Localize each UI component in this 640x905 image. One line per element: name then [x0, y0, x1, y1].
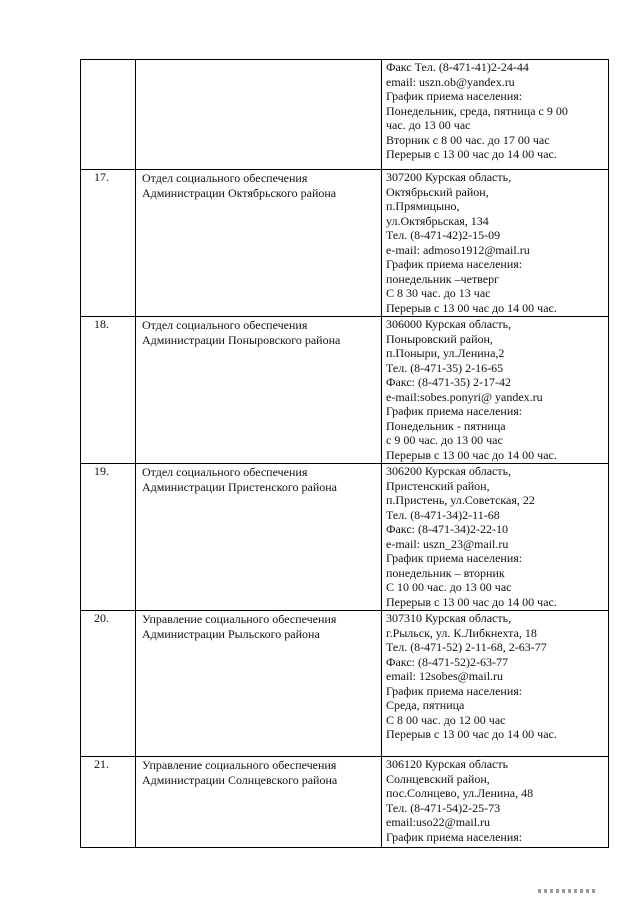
contact-line: Перерыв с 13 00 час до 14 00 час.: [386, 447, 557, 462]
row-number: 20.: [81, 611, 136, 757]
contact-line: г.Рыльск, ул. К.Либкнехта, 18: [386, 625, 537, 640]
contact-line: Факс: (8-471-52)2-63-77: [386, 654, 508, 669]
row-number: [81, 60, 136, 170]
contact-line: Факс: (8-471-34)2-22-10: [386, 522, 508, 536]
contact-line: График приема населения:: [386, 257, 523, 271]
contact-line: График приема населения:: [386, 89, 523, 103]
row-number: 21.: [81, 757, 136, 848]
contact-info-cell: [382, 611, 609, 757]
contact-line: 306120 Курская область: [386, 757, 509, 771]
office-name-line: Администрации Пристенского района: [142, 479, 338, 494]
contact-line: Тел. (8-471-34)2-11-68: [386, 507, 500, 522]
contact-line: e-mail: admoso1912@mail.ru: [386, 242, 530, 257]
contact-line: ул.Октябрьская, 134: [386, 213, 489, 228]
office-name-cell: [136, 317, 382, 464]
contact-line: Факс Тел. (8-471-41)2-24-44: [386, 60, 529, 74]
contact-line: Вторник с 8 00 час. до 17 00 час: [386, 132, 550, 147]
contact-line: понедельник – вторник: [386, 565, 505, 580]
table-row: [81, 464, 609, 611]
office-name-line: Администрации Поныровского района: [142, 332, 341, 347]
office-name-cell: [136, 757, 382, 848]
offices-table: [80, 59, 609, 848]
office-name-cell: [136, 170, 382, 317]
contact-info-cell: [382, 317, 609, 464]
contact-line: 307310 Курская область,: [386, 611, 512, 625]
contact-line: С 8 30 час. до 13 час: [386, 286, 491, 300]
contact-line: Пристенский район,: [386, 478, 490, 493]
table-row: [81, 317, 609, 464]
contact-info-cell: [382, 757, 609, 848]
contact-line: Тел. (8-471-54)2-25-73: [386, 800, 501, 815]
contact-info-cell: [382, 170, 609, 317]
office-name-line: Администрации Солнцевского района: [142, 772, 338, 787]
page-corner-mark: [538, 889, 596, 893]
contact-line: час. до 13 00 час: [386, 118, 471, 132]
contact-line: С 10 00 час. до 13 00 час: [386, 580, 512, 594]
contact-line: Перерыв с 13 00 час до 14 00 час.: [386, 147, 557, 161]
contact-line: email:uso22@mail.ru: [386, 815, 491, 829]
row-number: 19.: [81, 464, 136, 611]
contact-line: Тел. (8-471-42)2-15-09: [386, 228, 501, 242]
contact-line: График приема населения:: [386, 404, 523, 418]
table-body: [81, 60, 609, 848]
contact-line: email: 12sobes@mail.ru: [386, 669, 504, 683]
office-name-line: Администрации Рыльского района: [142, 626, 320, 641]
contact-line: п.Пристень, ул.Советская, 22: [386, 493, 535, 507]
contact-line: e-mail: uszn_23@mail.ru: [386, 536, 509, 551]
contact-line: Перерыв с 13 00 час до 14 00 час.: [386, 727, 557, 741]
contact-line: понедельник –четверг: [386, 271, 500, 286]
contact-line: С 8 00 час. до 12 00 час: [386, 712, 506, 727]
office-name-cell: [136, 464, 382, 611]
contact-line: Среда, пятница: [386, 698, 465, 712]
contact-line: с 9 00 час. до 13 00 час: [386, 433, 503, 447]
contact-line: 307200 Курская область,: [386, 170, 512, 184]
table-row: [81, 757, 609, 848]
contact-info-cell: [382, 464, 609, 611]
table-row: [81, 170, 609, 317]
office-name-line: Управление социального обеспечения: [142, 758, 337, 772]
contact-line: Тел. (8-471-52) 2-11-68, 2-63-77: [386, 640, 547, 654]
contact-line: п.Поныри, ул.Ленина,2: [386, 346, 505, 360]
office-name-cell: [136, 611, 382, 757]
contact-line: Солнцевский район,: [386, 771, 490, 786]
contact-line: п.Прямицыно,: [386, 199, 460, 213]
contact-line: 306000 Курская область,: [386, 317, 512, 331]
row-number: 18.: [81, 317, 136, 464]
contact-line: График приема населения:: [386, 551, 523, 565]
contact-line: Перерыв с 13 00 час до 14 00 час.: [386, 594, 557, 609]
contact-line: Октябрьский район,: [386, 184, 489, 199]
contact-line: Понедельник - пятница: [386, 418, 506, 433]
office-name-line: Отдел социального обеспечения: [142, 465, 308, 479]
office-name-line: Управление социального обеспечения: [142, 612, 337, 626]
contact-line: e-mail:sobes.ponyri@ yandex.ru: [386, 389, 543, 404]
table-row: [81, 60, 609, 170]
contact-line: График приема населения:: [386, 683, 523, 698]
contact-line: Понедельник, среда, пятница с 9 00: [386, 103, 568, 118]
table-row: [81, 611, 609, 757]
contact-line: пос.Солнцево, ул.Ленина, 48: [386, 786, 534, 800]
contact-line: 306200 Курская область,: [386, 464, 512, 478]
row-number: 17.: [81, 170, 136, 317]
contact-line: Поныровский район,: [386, 331, 493, 346]
contact-line: Тел. (8-471-35) 2-16-65: [386, 360, 504, 375]
contact-line: График приема населения:: [386, 829, 523, 844]
office-name-cell: [136, 60, 382, 170]
office-name-line: Администрации Октябрьского района: [142, 185, 337, 200]
contact-line: Факс: (8-471-35) 2-17-42: [386, 375, 511, 389]
office-name-line: Отдел социального обеспечения: [142, 318, 308, 332]
office-name-line: Отдел социального обеспечения: [142, 171, 308, 185]
contact-line: Перерыв с 13 00 час до 14 00 час.: [386, 300, 557, 315]
contact-info-cell: [382, 60, 609, 170]
contact-line: email: uszn.ob@yandex.ru: [386, 74, 515, 89]
